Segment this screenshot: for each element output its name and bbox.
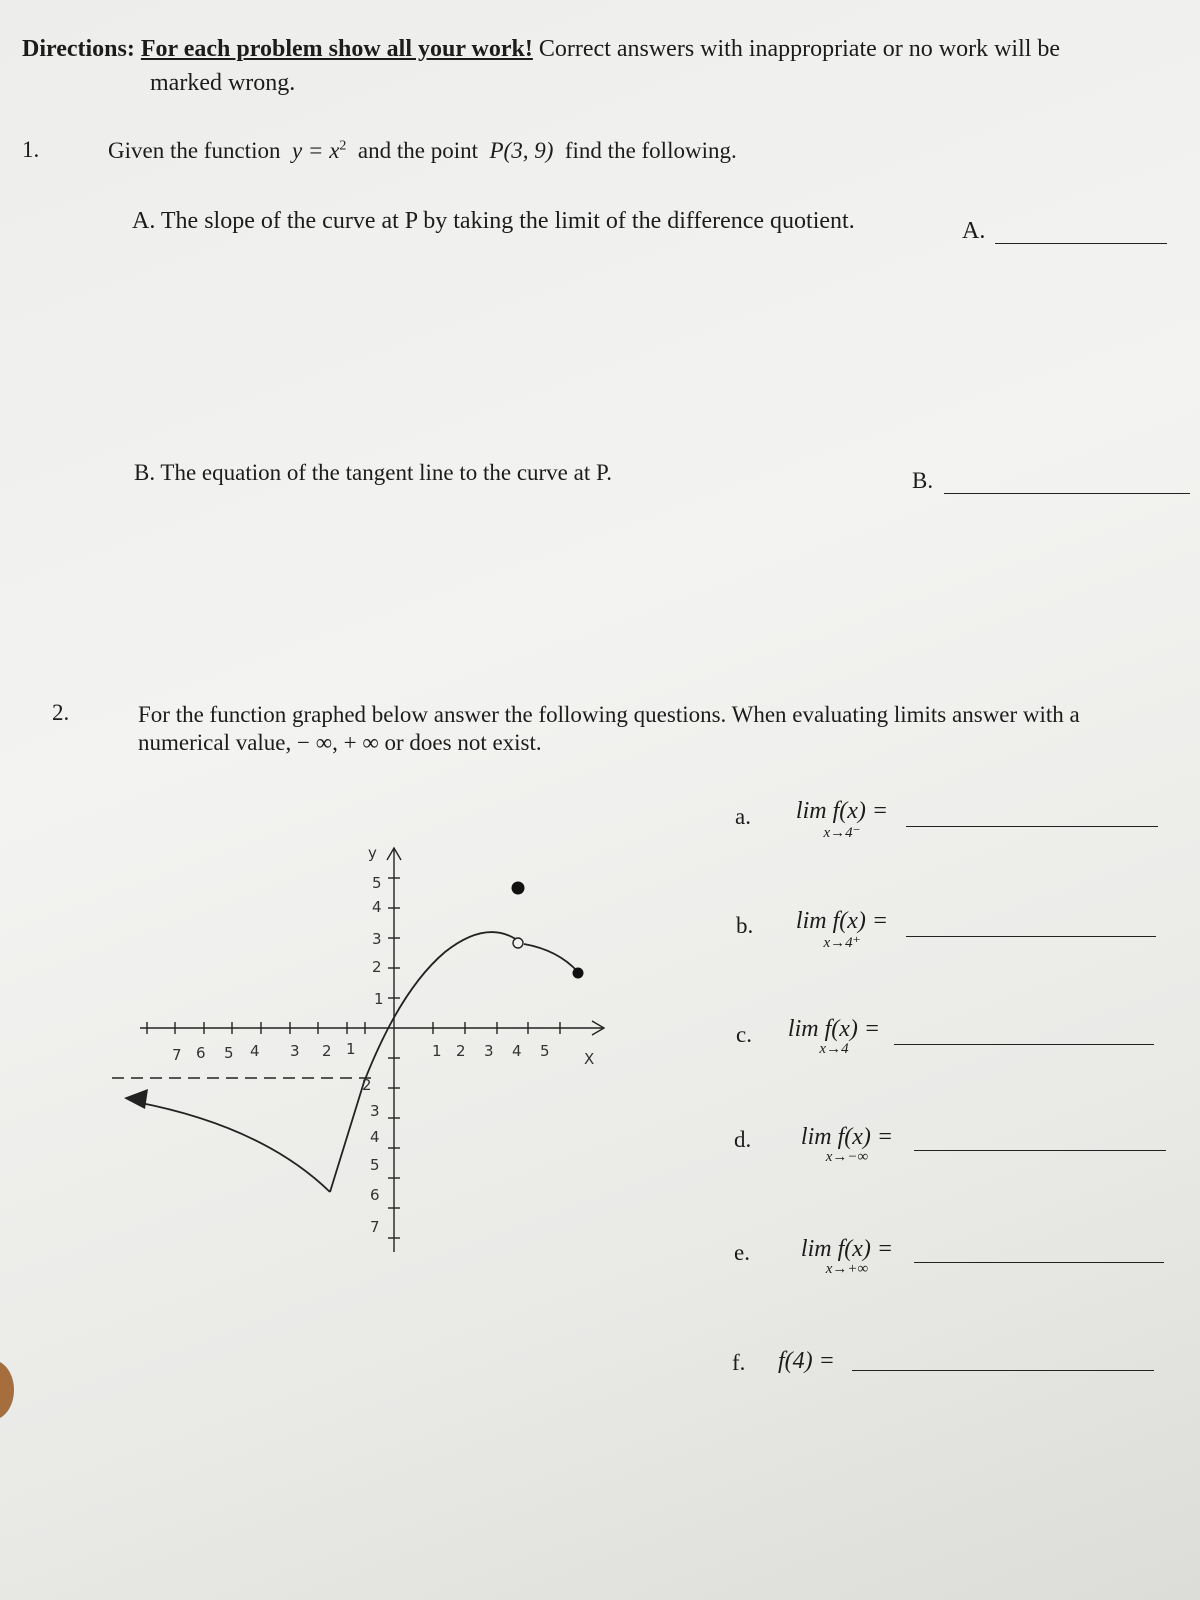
y-tick-label: 4 bbox=[370, 1128, 380, 1146]
question-label: f. bbox=[732, 1350, 746, 1375]
x-tick-label: 4 bbox=[512, 1042, 522, 1060]
limit-subscript: x→+∞ bbox=[825, 1261, 869, 1277]
directions-emphasis: For each problem show all your work! bbox=[140, 36, 533, 62]
y-tick-label: 5 bbox=[370, 1156, 380, 1174]
directions-rest: Correct answers with inappropriate or no work will be bbox=[538, 36, 1061, 62]
problem-1-function: y = x bbox=[291, 138, 340, 163]
y-tick-label: 3 bbox=[372, 930, 382, 948]
curve-left-branch bbox=[136, 1102, 330, 1192]
problem-1-exponent: 2 bbox=[339, 138, 347, 154]
y-tick-label: 7 bbox=[370, 1218, 380, 1236]
limit-expr-text: lim f(x) = bbox=[787, 1016, 881, 1042]
y-tick-label: 6 bbox=[370, 1186, 380, 1204]
x-tick-label: 1 bbox=[432, 1042, 442, 1060]
y-tick-label: 4 bbox=[372, 898, 382, 916]
isolated-point bbox=[512, 882, 525, 895]
curve-rising-branch bbox=[330, 932, 520, 1192]
curve-left-arrowhead bbox=[124, 1089, 148, 1109]
question-label: e. bbox=[734, 1240, 750, 1265]
problem-2-number: 2. bbox=[52, 700, 70, 725]
x-tick-label: 7 bbox=[172, 1046, 182, 1064]
question-label: b. bbox=[736, 913, 754, 938]
closed-endpoint bbox=[573, 968, 584, 979]
limit-expr-text: lim f(x) = bbox=[800, 1124, 894, 1150]
limit-subscript: x→4 bbox=[819, 1041, 849, 1057]
limit-expr-text: lim f(x) = bbox=[800, 1236, 894, 1262]
limit-expr-text: lim f(x) = bbox=[795, 798, 889, 824]
y-tick-label: 3 bbox=[370, 1102, 380, 1120]
question-label: d. bbox=[734, 1127, 752, 1152]
problem-1-intro-b: and the point bbox=[357, 138, 478, 163]
limit-expr-text: f(4) = bbox=[778, 1348, 835, 1374]
limit-subscript: x→−∞ bbox=[825, 1149, 869, 1165]
problem-1-point: P(3, 9) bbox=[489, 138, 554, 163]
limit-subscript: x→4⁺ bbox=[823, 935, 861, 951]
problem-1-part-a: A. The slope of the curve at P by taking the limit of the difference quotient. bbox=[132, 208, 855, 234]
directions-label: Directions: bbox=[22, 36, 135, 62]
y-tick-label: 5 bbox=[372, 874, 382, 892]
problem-2-line-2: numerical value, − ∞, + ∞ or does not exist. bbox=[138, 730, 542, 755]
x-tick-label: 1 bbox=[346, 1040, 356, 1058]
hole-open-circle bbox=[513, 938, 523, 948]
problem-1-part-b: B. The equation of the tangent line to the curve at P. bbox=[134, 460, 612, 485]
y-tick-label: 2 bbox=[372, 958, 382, 976]
question-label: a. bbox=[735, 804, 751, 829]
y-axis-label: y bbox=[368, 844, 377, 862]
y-tick-label: 1 bbox=[374, 990, 384, 1008]
question-label: c. bbox=[736, 1022, 752, 1047]
x-tick-label: 4 bbox=[250, 1042, 260, 1060]
x-tick-label: 2 bbox=[456, 1042, 466, 1060]
limit-subscript: x→4⁻ bbox=[823, 825, 861, 841]
part-a-answer-label: A. bbox=[962, 218, 986, 244]
problem-1-number: 1. bbox=[22, 137, 40, 162]
problem-1-intro-a: Given the function bbox=[108, 138, 281, 163]
x-axis-label: X bbox=[584, 1050, 595, 1068]
x-tick-label: 5 bbox=[540, 1042, 550, 1060]
limit-expr-text: lim f(x) = bbox=[795, 908, 889, 934]
x-tick-label: 5 bbox=[224, 1044, 234, 1062]
part-b-answer-label: B. bbox=[912, 468, 934, 493]
problem-1-intro-c: find the following. bbox=[564, 138, 737, 163]
problem-2-line-1: For the function graphed below answer the following questions. When evaluating limits answer with a bbox=[138, 702, 1080, 727]
curve-right-branch bbox=[524, 944, 578, 972]
x-tick-label: 2 bbox=[322, 1042, 332, 1060]
x-tick-label: 3 bbox=[484, 1042, 494, 1060]
x-tick-label: 6 bbox=[196, 1044, 206, 1062]
x-tick-label: 3 bbox=[290, 1042, 300, 1060]
y-tick-label: 2 bbox=[362, 1076, 372, 1094]
directions-line-2: marked wrong. bbox=[150, 70, 296, 96]
